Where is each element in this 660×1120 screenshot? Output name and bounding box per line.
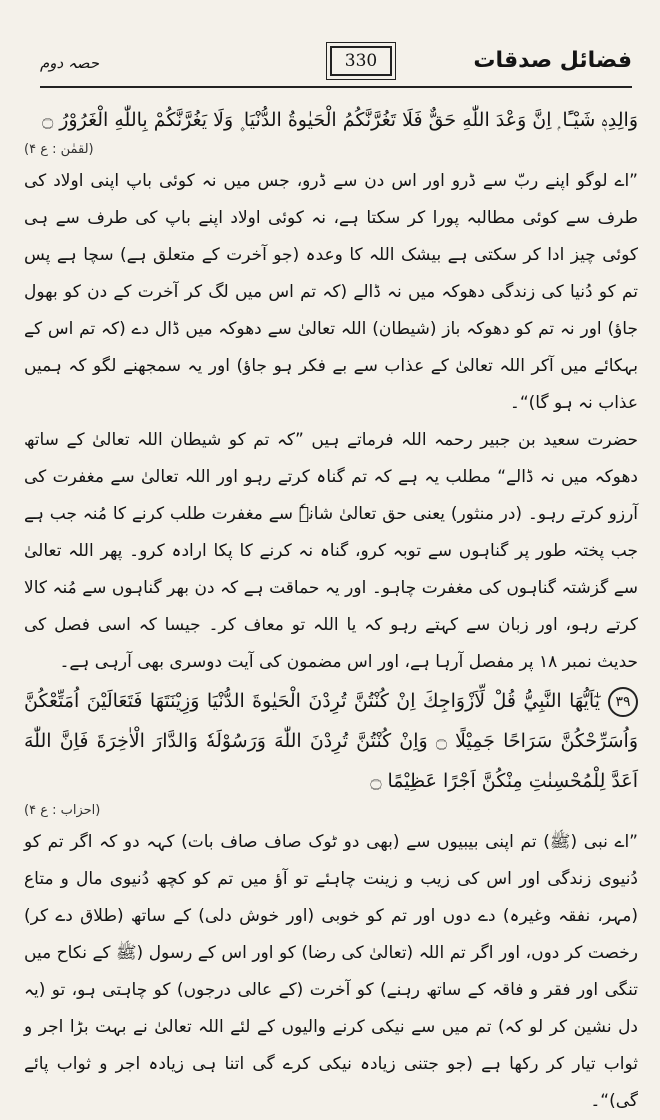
arabic-verse-2 (24, 681, 638, 801)
page-body (24, 100, 638, 1111)
page-header (40, 44, 632, 88)
translation-paragraph-1: ”اے لوگو اپنے ربّ سے ڈرو اور اس دن سے ڈرو، جس میں نہ کوئی باپ اپنی اولاد کی طرف سے کوئی مطالبہ پورا کر سکتا ہے، نہ کوئی اولاد اپنے باپ کی طرف سے ہی کوئی چیز ادا کر سکتی ہے بیشک اللہ کا وعدہ (جو آخرت کے متعلق ہے) سچا ہے پس تم کو دُنیا کی زندگی دھوکہ میں نہ ڈالے (کہ تم اس میں لگ کر آخرت کے دن کو بھول جاؤ) اور نہ تم کو دھوکہ باز (شیطان) اللہ تعالیٰ سے دھوکہ میں ڈال دے (کہ تم اس کے بہکائے میں آکر اللہ تعالیٰ کے عذاب سے بے فکر ہو جاؤ) اور یہ سمجھنے لگو کہ ہمیں عذاب نہ ہو گا)“۔ (24, 171, 638, 413)
verse-number-badge: ۳۹ (608, 687, 638, 717)
page-number: 330 (330, 46, 392, 76)
translation-paragraph-2: ”اے نبی (ﷺ) تم اپنی بیبیوں سے (بھی دو ٹوک صاف صاف بات) کہہ دو کہ اگر تم کو دُنیوی زندگی اور اس کی زیب و زینت چاہئے تو آؤ میں تم کو کچھ دُنیوی مال و متاع (مہر، نفقہ وغیرہ) دے دوں اور تم کو خوبی (اور خوش دلی) کے ساتھ (طلاق دے کر) رخصت کر دوں، اور اگر تم اللہ (تعالیٰ کی رضا) کو اور اس کے رسول (ﷺ کے نکاح میں تنگی اور فقر و فاقہ کے ساتھ رہنے) کو آخرت (کے عالی درجوں) کو چاہتی ہو، تو (یہ دل نشین کر لو کہ) تم میں سے نیکی کرنے والیوں کے لئے اللہ تعالیٰ نے بہت بڑا اجر و ثواب تیار کر رکھا ہے (جو جتنی زیادہ نیکی کرے گی اتنا ہی زیادہ اجر و ثواب پائے گی)“۔ (24, 832, 638, 1111)
verse-2-text: يٰٓاَيُّهَا النَّبِيُّ قُلْ لِّاَزْوَاجِكَ اِنْ كُنْتُنَّ تُرِدْنَ الْحَيٰوةَ الدُّنْيَا وَزِيْنَتَهَا فَتَعَالَيْنَ اُمَتِّعْكُنَّ وَاُسَرِّحْكُنَّ سَرَاحًا جَمِيْلًا ۝ وَاِنْ كُنْتُنَّ تُرِدْنَ اللّٰهَ وَرَسُوْلَهٗ وَالدَّارَ الْاٰخِرَةَ فَاِنَّ اللّٰهَ اَعَدَّ لِلْمُحْسِنٰتِ مِنْكُنَّ اَجْرًا عَظِيْمًا ۝ (24, 690, 638, 792)
verse-1-reference: (لقمٰن : ع ۴) (24, 142, 94, 157)
arabic-verse-1: وَالِدِهٖ شَيْـًٔا ۭ اِنَّ وَعْدَ اللّٰهِ حَقٌّ فَلَا تَغُرَّنَّكُمُ الْحَيٰوةُ الدُّنْيَا ۪ وَلَا يَغُرَّنَّكُمْ بِاللّٰهِ الْغَرُوْرُ ۝ (42, 109, 638, 131)
book-title: فضائل صدقات (473, 48, 632, 73)
verse-2-reference: (احزاب : ع ۴) (24, 803, 101, 818)
part-label: حصہ دوم (40, 54, 100, 72)
commentary-paragraph: حضرت سعید بن جبیر رحمہ اللہ فرماتے ہیں ”کہ تم کو شیطان اللہ تعالیٰ کے ساتھ دھوکہ میں نہ ڈالے“ مطلب یہ ہے کہ تم گناہ کرتے رہو اور اللہ تعالیٰ سے مغفرت کی آرزو کرتے رہو۔ (در منثور) یعنی حق تعالیٰ شانہٗ سے مغفرت طلب کرنے کا مُنہ جب ہے جب پختہ طور پر گناہوں سے توبہ کرو، گناہ نہ کرنے کا پکا ارادہ کرو۔ پھر اللہ تعالیٰ سے گزشتہ گناہوں کی مغفرت چاہو۔ اور یہ حماقت ہے کہ دن بھر گناہوں سے مُنہ کالا کرتے رہو، اور زبان سے کہتے رہو کہ یا اللہ تو معاف کر۔ جیسا کہ اسی فصل کی حدیث نمبر ۱۸ پر مفصل آرہا ہے، اور اس مضمون کی آیت دوسری بھی آرہی ہے۔ (24, 430, 638, 672)
